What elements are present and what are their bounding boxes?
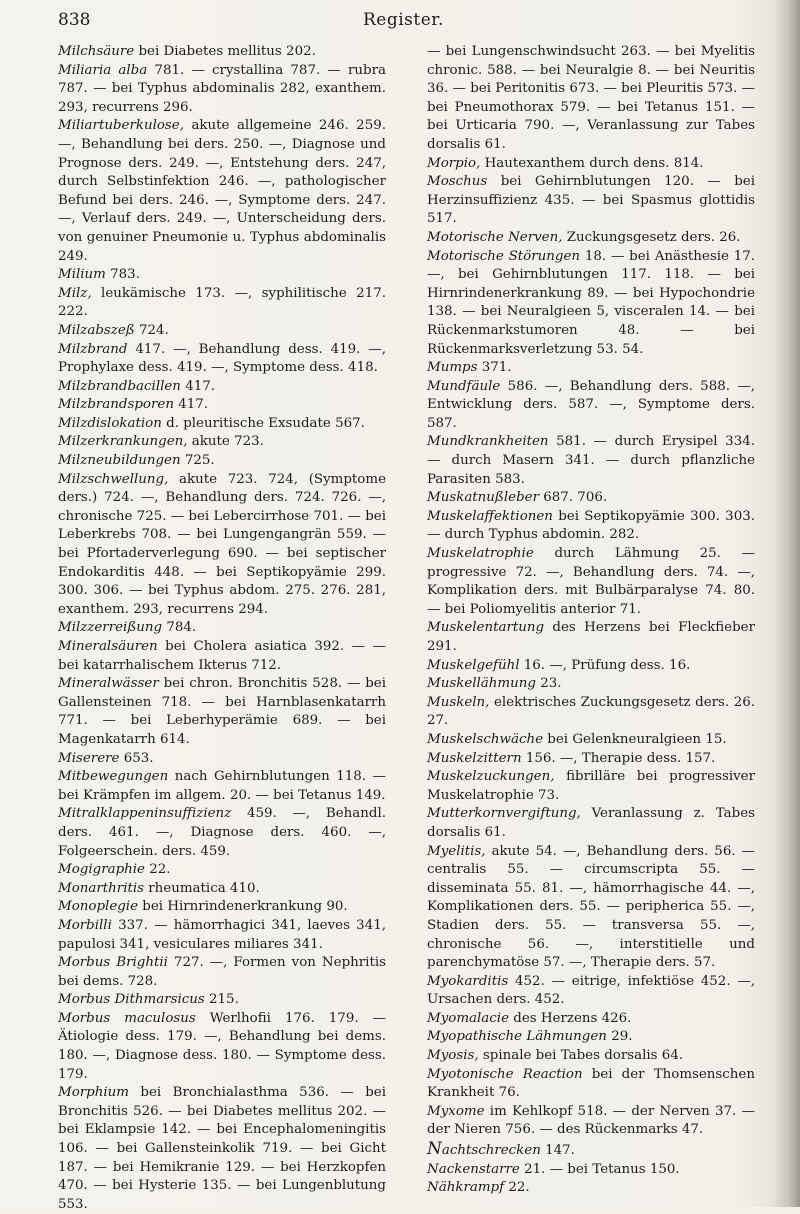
index-entry-references: 417.	[173, 397, 209, 413]
index-entry-term: Milchsäure	[58, 44, 135, 59]
index-entry	[58, 991, 386, 1010]
index-entry-term: Milzerkrankungen,	[58, 434, 188, 450]
index-entry-references: rheumatica 410.	[144, 880, 260, 896]
index-entry-term: Miserere	[58, 750, 120, 766]
index-entry-term: Milzzerreißung	[58, 620, 163, 636]
index-entry	[427, 173, 755, 229]
index-entry	[427, 1010, 755, 1029]
index-entry	[58, 619, 386, 638]
index-entry	[427, 657, 755, 676]
index-entry-references: leukämische 173. —, syphilitische 217. 222.	[58, 285, 386, 320]
index-entry-term: Morbus Dithmarsicus	[58, 992, 205, 1008]
index-entry	[427, 1140, 755, 1161]
index-entry	[427, 1103, 755, 1140]
index-entry	[427, 694, 755, 731]
index-entry	[58, 266, 386, 285]
index-entry-term: Mitralklappeninsuffizienz	[58, 806, 232, 822]
index-entry-references: 687. 706.	[538, 490, 608, 506]
running-head-title: Register.	[363, 10, 444, 30]
index-entry	[427, 731, 755, 750]
index-entry-references: bei Cholera asiatica 392. — — bei katarrhalischem Ikterus 712.	[58, 639, 386, 673]
index-entry-references: 156. —, Therapie dess. 157.	[521, 750, 716, 766]
index-entry	[58, 471, 386, 620]
index-entry-references: durch Lähmung 25. — progressive 72. —, Behandlung ders. 74. —, Komplikation ders. mit Bulbärparalyse 74. 80. — bei Poliomyelitis anterior 71.	[427, 546, 755, 617]
index-entry-term: Myomalacie	[427, 1010, 509, 1026]
index-entry	[58, 750, 386, 769]
index-entry-term: Myelitis,	[427, 843, 486, 859]
index-entry	[58, 378, 386, 397]
index-entry-references: bei chron. Bronchitis 528. — bei Gallensteinen 718. — bei Harnblasenkatarrh 771. — bei Leberhyperämie 689. — bei Magenkatarrh 614.	[58, 676, 386, 747]
index-entry	[58, 954, 386, 991]
index-entry-references: akute 723.	[187, 434, 264, 450]
index-entry-term: Myosis,	[427, 1048, 479, 1064]
index-entry-term: Milzabszeß	[58, 322, 135, 338]
index-entry-references: d. pleuritische Exsudate 567.	[161, 415, 365, 431]
index-entry-term: Monarthritis	[58, 880, 145, 896]
index-entry	[58, 917, 386, 954]
index-entry-term: Miliartuberkulose,	[58, 118, 184, 134]
page-header	[58, 6, 778, 34]
index-entry-references: 727. —, Formen von Nephritis bei dems. 728.	[58, 955, 386, 989]
index-entry	[427, 1161, 755, 1180]
index-entry	[58, 898, 386, 917]
index-entry	[427, 433, 755, 489]
index-entry-references: akute 54. —, Behandlung ders. 56. — centralis 55. — circumscripta 55. — disseminata 55. 81. —, hämorrhagische 44. —, Komplikationen ders. 55. — peripherica 55. —, Stadien ders. 55. — transversa 55. —, chronische 56. —, interstitielle und parenchymatöse 57. —, Therapie ders. 57.	[427, 843, 755, 971]
index-entry	[427, 1028, 755, 1047]
index-entry	[427, 155, 755, 174]
index-entry-references: fibrilläre bei progressiver Muskelatrophie 73.	[427, 769, 755, 803]
index-entry	[58, 285, 386, 322]
index-entry	[58, 415, 386, 434]
index-entry-references: 781. — crystallina 787. — rubra 787. — bei Typhus abdominalis 282, exanthem. 293, recurrens 296.	[58, 62, 386, 115]
index-entry-term: Milzschwellung,	[58, 471, 169, 487]
index-entry	[58, 62, 386, 118]
index-entry-references: 653.	[119, 750, 154, 766]
index-entry-term: Mitbewegungen	[58, 769, 169, 785]
index-entry	[58, 452, 386, 471]
index-entry	[427, 248, 755, 360]
index-entry-references: bei Gelenkneuralgieen 15.	[543, 731, 727, 747]
index-entry	[58, 638, 386, 675]
index-entry-references: 784.	[162, 620, 197, 636]
index-entry-term: Muskelatrophie	[427, 546, 534, 562]
index-entry	[427, 973, 755, 1010]
index-entry-term: Milzdislokation	[58, 415, 162, 431]
index-entry	[427, 619, 755, 656]
index-column-left	[58, 43, 386, 1214]
index-entry-term: Morbus Brightii	[58, 955, 168, 971]
index-entry-references: 215.	[204, 992, 239, 1008]
index-entry-term: Nackenstarre	[427, 1161, 520, 1177]
index-entry-references: 22.	[504, 1180, 530, 1196]
index-entry-term: Milzneubildungen	[58, 453, 181, 469]
index-entry	[427, 750, 755, 769]
index-entry-term: Milzbrandsporen	[58, 397, 174, 413]
index-entry-term: Mineralwässer	[58, 676, 159, 692]
index-entry	[427, 843, 755, 973]
index-entry-term: Myopathische Lähmungen	[427, 1029, 607, 1045]
index-entry-term: Muskeln,	[427, 694, 490, 710]
index-entry-term: Motorische Störungen	[427, 248, 581, 264]
index-entry	[427, 805, 755, 842]
index-entry-term: Milzbrand	[58, 341, 128, 357]
index-entry-term: Morbus maculosus	[58, 1010, 196, 1026]
index-entry-term: Morpio,	[427, 155, 481, 171]
index-entry	[427, 768, 755, 805]
index-entry-references: 783.	[105, 267, 140, 283]
index-entry-references: 18. — bei Anästhesie 17. —, bei Gehirnblutungen 117. 118. — bei Hirnrindenerkrankung 89. — bei Hypochondrie 138. — bei Neuralgieen 5, visceralen 14. — bei Rückenmarkstumoren 48. — bei Rückenmarksverletzung 53. 54.	[427, 248, 756, 357]
index-entry-references: 459. —, Behandl. ders. 461. —, Diagnose ders. 460. —, Folgeerschein. ders. 459.	[58, 806, 386, 859]
index-entry-term: Muskelentartung	[427, 620, 545, 636]
index-entry-term: Morbilli	[58, 917, 112, 933]
index-entry	[58, 1084, 386, 1214]
page-number: 838	[58, 10, 91, 30]
index-entry-references: bei Hirnrindenerkrankung 90.	[138, 899, 348, 915]
index-entry	[58, 433, 386, 452]
index-entry-references: nach Gehirnblutungen 118. — bei Krämpfen im allgem. 20. — bei Tetanus 149.	[58, 769, 386, 803]
index-entry	[427, 43, 755, 155]
index-entry-term: Mumps	[427, 360, 478, 376]
index-entry-term: Milzbrandbacillen	[58, 378, 181, 394]
index-entry	[427, 489, 755, 508]
index-entry-references: bei Diabetes mellitus 202.	[134, 44, 316, 59]
index-entry-references: akute allgemeine 246. 259. —, Behandlung bei ders. 250. —, Diagnose und Prognose ders. 249. —, Entstehung ders. 247, durch Selbstinfektion 246. —, pathologischer Befund bei ders. 246. —, Symptome ders. 247. —, Verlauf ders. 249. —, Unterscheidung ders. von genuiner Pneumonie u. Typhus abdominalis 249.	[58, 118, 386, 264]
index-entry-term: Myxome	[427, 1103, 485, 1119]
index-entry-references: 147.	[540, 1143, 575, 1159]
index-entry	[58, 322, 386, 341]
index-entry-term: Muskelgefühl	[427, 657, 520, 673]
index-entry	[58, 880, 386, 899]
index-entry-term: Mundfäule	[427, 378, 501, 394]
index-entry-references: 452. — eitrige, infektiöse 452. —, Ursachen ders. 452.	[427, 973, 755, 1008]
index-entry-term: Nähkrampf	[427, 1180, 505, 1196]
index-entry-references: des Herzens bei Fleckfieber 291.	[427, 620, 755, 654]
index-entry-references: Zuckungsgesetz ders. 26.	[562, 229, 741, 245]
index-entry	[427, 508, 755, 545]
index-entry-references: akute 723. 724, (Symptome ders.) 724. —, Behandlung ders. 724. 726. —, chronische 725. — bei Lebercirrhose 701. — bei Leberkrebs 708. — bei Lungengangrän 559. — bei Pfortaderverlegung 690. — bei septischer Endokarditis 448. — bei Septikopyämie 299. 300. 306. — bei Typhus abdom. 275. 276. 281, exanthem. 293, recurrens 294.	[58, 471, 386, 617]
index-entry-term: Milz,	[58, 285, 92, 301]
index-entry-term: Mundkrankheiten	[427, 434, 549, 450]
index-entry-term: Muskelschwäche	[427, 731, 544, 747]
index-entry	[58, 768, 386, 805]
index-entry-references: Werlhofii 176. 179. — Ätiologie dess. 179. —, Behandlung bei dems. 180. —, Diagnose dess. 180. — Symptome dess. 179.	[58, 1010, 386, 1082]
index-entry-term: Muskelzittern	[427, 750, 522, 766]
index-entry-references: bei der Thomsenschen Krankheit 76.	[427, 1066, 755, 1101]
index-entry-term: Myokarditis	[427, 973, 509, 989]
index-entry	[427, 1066, 755, 1103]
index-entry-term: Muskelaffektionen	[427, 508, 553, 524]
page-edge-shadow	[772, 0, 800, 1207]
index-entry	[58, 341, 386, 378]
index-entry-references: 16. —, Prüfung dess. 16.	[519, 657, 691, 673]
index-entry-references: 22.	[145, 862, 171, 878]
index-entry-term: Morphium	[58, 1085, 129, 1101]
index-entry-references: des Herzens 426.	[509, 1010, 632, 1026]
index-entry-references: 586. —, Behandlung ders. 588. —, Entwicklung ders. 587. —, Symptome ders. 587.	[427, 378, 755, 431]
index-entry	[427, 545, 755, 619]
index-entry-references: 337. — hämorrhagici 341, laeves 341, papulosi 341, vesiculares miliares 341.	[58, 917, 386, 952]
index-entry-references: Veranlassung z. Tabes dorsalis 61.	[427, 806, 755, 840]
index-entry-term: Monoplegie	[58, 899, 139, 915]
index-entry	[58, 396, 386, 415]
index-entry-references: elektrisches Zuckungsgesetz ders. 26. 27.	[427, 694, 755, 729]
index-entry-references: im Kehlkopf 518. — der Nerven 37. — der Nieren 756. — des Rückenmarks 47.	[427, 1103, 755, 1138]
index-entry-term: Myotonische Reaction	[427, 1066, 583, 1082]
index-entry-references: 23.	[535, 676, 562, 692]
index-entry-term: Mogigraphie	[58, 862, 145, 878]
index-entry-references: 417.	[180, 378, 216, 394]
index-entry-term: Nachtschrecken	[427, 1139, 541, 1160]
index-entry	[58, 675, 386, 749]
index-entry	[427, 359, 755, 378]
index-entry-references: bei Septikopyämie 300. 303. — durch Typhus abdomin. 282.	[427, 508, 755, 543]
index-entry	[58, 805, 386, 861]
index-entry-term: Miliaria alba	[58, 62, 148, 78]
index-entry	[58, 1010, 386, 1084]
index-entry-references: 724.	[134, 322, 169, 338]
index-entry-term: Muskellähmung	[427, 676, 536, 692]
index-entry-references: 581. — durch Erysipel 334. — durch Masern 341. — durch pflanzliche Parasiten 583.	[427, 434, 755, 487]
index-column-right	[427, 43, 755, 1198]
index-entry-term: Motorische Nerven,	[427, 229, 563, 245]
index-entry-term: Muskelzuckungen,	[427, 769, 555, 785]
index-entry	[58, 861, 386, 880]
index-entry-references: — bei Lungenschwindsucht 263. — bei Myelitis chronic. 588. — bei Neuralgie 8. — bei Neuritis 36. — bei Peritonitis 673. — bei Pleuritis 573. — bei Pneumothorax 579. — bei Tetanus 151. — bei Urticaria 790. —, Veranlassung zur Tabes dorsalis 61.	[427, 44, 755, 152]
index-entry-term: Mutterkornvergiftung,	[427, 806, 581, 822]
index-entry	[427, 1047, 755, 1066]
index-entry-references: 371.	[477, 360, 512, 376]
index-entry	[427, 675, 755, 694]
index-entry-references: 417. —, Behandlung dess. 419. —, Prophylaxe dess. 419. —, Symptome dess. 418.	[58, 341, 386, 376]
index-entry	[58, 43, 386, 62]
index-entry-term: Muskatnußleber	[427, 490, 539, 506]
index-entry-references: bei Bronchialasthma 536. — bei Bronchitis 526. — bei Diabetes mellitus 202. — bei Eklampsie 142. — bei Encephalomeningitis 106. — bei Gallensteinkolik 719. — bei Gicht 187. — bei Hemikranie 129. — bei Herzkopfen 470. — bei Hysterie 135. — bei Lungenblutung 553.	[58, 1085, 386, 1212]
index-entry-references: 29.	[606, 1029, 633, 1045]
index-entry-term: Mineralsäuren	[58, 639, 158, 654]
index-entry-references: Hautexanthem durch dens. 814.	[480, 155, 704, 171]
index-entry	[427, 229, 755, 248]
index-entry-references: spinale bei Tabes dorsalis 64.	[478, 1048, 684, 1064]
index-entry-references: 725.	[180, 453, 215, 469]
index-entry	[427, 1179, 755, 1198]
index-entry	[427, 378, 755, 434]
index-entry-references: 21. — bei Tetanus 150.	[519, 1161, 680, 1177]
index-entry-term: Moschus	[427, 174, 488, 190]
index-entry	[58, 117, 386, 266]
index-entry-references: bei Gehirnblutungen 120. — bei Herzinsuffizienz 435. — bei Spasmus glottidis 517.	[427, 174, 755, 227]
index-entry-term: Milium	[58, 267, 106, 283]
